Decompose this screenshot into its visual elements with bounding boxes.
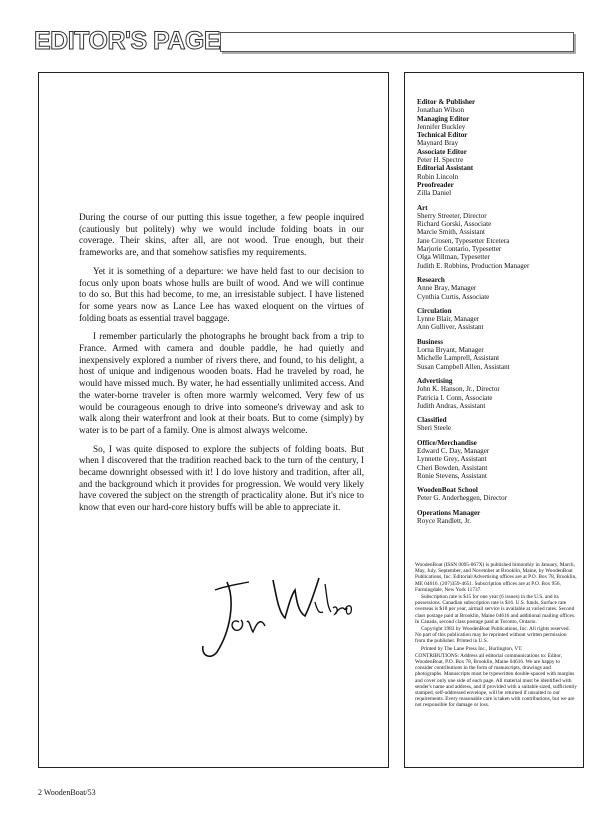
masthead-name: Zilla Daniel <box>417 189 452 198</box>
page-folio: 2 WoodenBoat/53 <box>38 788 96 797</box>
masthead-role: Technical Editor <box>417 131 468 140</box>
masthead-section-title: Business <box>417 337 444 346</box>
masthead-section-title: Art <box>417 203 428 212</box>
editorial-paragraph: So, I was quite disposed to explore the subjects of folding boats. But when I discovered that the tradition reached back to the turn of the century, I became downright obsessed with it! I do love history and tradition, after all, and the background which it provides for progression. We would very likely have covered the subject on the strength of practicality alone. But it's nice to know that even our hard-core history buffs will be able to appreciate it. <box>79 443 364 513</box>
pub-info-paragraph: WoodenBoat (ISSN 0095-067X) is published bimonthly in January, March, May, July, September, and November at Brooklin, Maine, by WoodenBoat Publications, Inc. Editorial/Advertising offices are at P.O. Box 78, Brooklin, ME 04616. (207)359-4651. Subscription offices are at P.O. Box 956, Farmingdale, New York 11737. <box>415 562 577 593</box>
masthead-name: Lorna Bryant, Manager <box>417 346 484 355</box>
pub-info-paragraph: Copyright 1983 by WoodenBoat Publications, Inc. All rights reserved. No part of this publication may be reprinted without written permission from the publisher. Printed in U.S. <box>415 626 570 645</box>
editorial-column <box>38 72 389 768</box>
masthead-column <box>404 72 584 768</box>
masthead-office <box>417 439 577 480</box>
masthead-research <box>417 276 577 301</box>
masthead-section-title: Office/Merchandise <box>417 438 477 447</box>
masthead-advertising <box>417 377 577 410</box>
masthead-name: Richard Gorski, Associate <box>417 220 492 229</box>
editorial-text <box>79 212 364 521</box>
masthead-section-title: Classified <box>417 416 447 425</box>
masthead-name: John K. Hanson, Jr., Director <box>417 385 500 394</box>
masthead-school <box>417 486 577 503</box>
masthead-section-title: Operations Manager <box>417 508 481 517</box>
masthead-editorial <box>417 98 577 198</box>
editor-signature <box>187 560 357 670</box>
editorial-paragraph: Yet it is something of a departure: we have held fast to our decision to focus only upon boats whose hulls are built of wood. And we will continue to do so. But this had become, to me, an irresistable subject. I have listened for some years now as Lance Lee has waxed eloquent on the virtues of folding boats as essential travel baggage. <box>79 265 364 323</box>
masthead-role: Associate Editor <box>417 147 467 156</box>
masthead-section-title: Advertising <box>417 376 453 385</box>
publication-info <box>415 562 577 710</box>
masthead-name: Judith Andras, Assistant <box>417 401 486 410</box>
masthead-name: Jane Crosen, Typesetter Etcetera <box>417 236 510 245</box>
masthead-name: Patricia I. Conn, Associate <box>417 393 493 402</box>
masthead-name: Peter H. Spectre <box>417 156 464 165</box>
masthead-section-title: Circulation <box>417 306 452 315</box>
masthead-name: Robin Lincoln <box>417 172 459 181</box>
masthead-name: Jonathan Wilson <box>417 106 465 115</box>
masthead-name: Edward C. Day, Manager <box>417 446 490 455</box>
masthead-name: Peter G. Anderheggen, Director <box>417 494 508 503</box>
masthead-role: Editor & Publisher <box>417 98 476 106</box>
masthead-name: Royce Randlett, Jr. <box>417 517 471 526</box>
masthead-business <box>417 338 577 371</box>
masthead-name: Maynard Bray <box>417 139 459 148</box>
pub-info-paragraph: Subscription rate is $15 for one year (6 issues) in the U.S. and its possessions. Canadian subscription rate is $16. U.S. funds. Surface rate overseas is $18 per year, airmail service is available at varied rates. Second class postage paid at Brooklin, Maine 04616 and additional mailing offices. In Canada, second class postage paid at Toronto, Ontario. <box>415 594 576 625</box>
pub-info-paragraph: CONTRIBUTIONS: Address all editorial communications to: Editor, WoodenBoat, P.O. Box 78, Brooklin, Maine 04616. We are happy to consider contributions in the form of manuscripts, drawings and photographs. Manuscripts must be typewritten double-spaced with margins and cover only one side of each page. All material must be identified with sender's name and address, and if provided with a suitable sized, sufficiently stamped, self-addressed envelope, will be returned if unsuited to our requirements. Every reasonable care is taken with contributions, but we are not responsible for damage or loss. <box>415 652 577 709</box>
masthead-name: Anne Bray, Manager <box>417 284 477 293</box>
masthead-name: Olga Willman, Typesetter <box>417 253 490 262</box>
masthead-role: Managing Editor <box>417 114 470 123</box>
masthead-name: Sherry Streeter, Director <box>417 211 487 220</box>
masthead-name: Susan Campbell Allen, Assistant <box>417 362 510 371</box>
header-rule <box>220 32 574 52</box>
masthead-name: Michelle Lamprell, Assistant <box>417 354 500 363</box>
masthead-role: Editorial Assistant <box>417 164 474 173</box>
masthead-name: Sheri Steele <box>417 424 452 433</box>
editorial-paragraph: I remember particularly the photographs he brought back from a trip to France. Armed with camera and double paddle, he had quietly and inexpensively explored a number of rivers there, and found, to his delight, a host of unique and indigenous wooden boats. Had he traveled by road, he would have missed much. By water, he had essentially unlimited access. And the water-borne traveler is often more warmly welcomed. Very few of us would be courageous enough to drive into someone's driveway and ask to walk along their waterfront and look at their boats. But to come (simply) by water is to be part of a family. One is almost always welcome. <box>79 331 364 435</box>
pub-info-paragraph: Printed by The Lane Press Inc., Burlington, VT. <box>421 645 523 652</box>
masthead-art <box>417 204 577 270</box>
masthead-name: Jennifer Buckley <box>417 122 466 131</box>
page-title: EDITOR'S PAGE <box>34 27 221 55</box>
masthead-name: Marjorie Contario, Typesetter <box>417 245 502 254</box>
masthead <box>417 98 577 531</box>
masthead-role: Proofreader <box>417 180 454 189</box>
masthead-name: Lynnette Grey, Assistant <box>417 455 487 464</box>
masthead-name: Ann Gulliver, Assistant <box>417 323 484 332</box>
masthead-name: Lynne Blair, Manager <box>417 315 480 324</box>
masthead-circulation <box>417 307 577 332</box>
masthead-classified <box>417 416 577 433</box>
masthead-name: Cheri Bowden, Assistant <box>417 463 488 472</box>
masthead-section-title: Research <box>417 275 445 284</box>
masthead-section-title: WoodenBoat School <box>417 486 478 495</box>
masthead-name: Marcie Smith, Assistant <box>417 228 485 237</box>
masthead-name: Ronie Stevens, Assistant <box>417 471 487 480</box>
editorial-paragraph: During the course of our putting this issue together, a few people inquired (cautiously but politely) why we would include folding boats in our coverage. Their skins, after all, are not wood. True enough, but their frameworks are, and that somehow satisfies my requirements. <box>79 212 364 258</box>
masthead-name: Judith E. Robbins, Production Manager <box>417 261 530 270</box>
masthead-name: Cynthia Curtis, Associate <box>417 292 490 301</box>
masthead-operations <box>417 509 577 526</box>
